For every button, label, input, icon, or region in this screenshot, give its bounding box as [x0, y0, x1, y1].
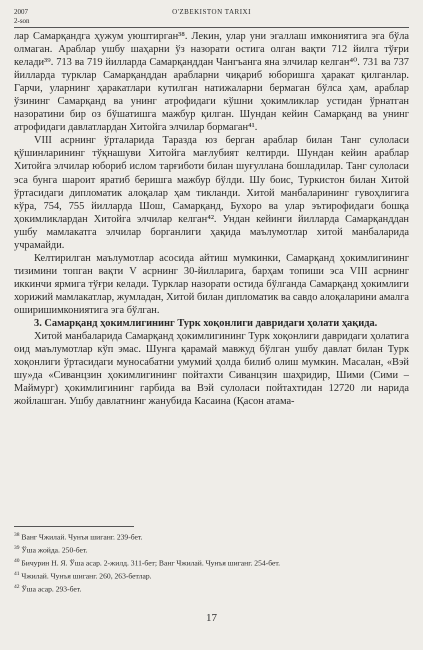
footnote: $^{42}$ Ўша асар. 293-бет. [14, 583, 82, 594]
section-heading: 3. Самарқанд ҳокимлигининг Турк хоқонлиги давридаги ҳолати ҳақида. [34, 318, 378, 330]
header-issue: 2-son [14, 17, 30, 25]
footnotes [14, 530, 409, 595]
header-divider [14, 27, 409, 28]
paragraph: Хитой манбаларида Самарқанд ҳокимлигининг Турк хоқонлиги давридаги ҳолатига оид маълумотлар кўп эмас. Шунга қарамай мавжуд бўлган ушбу давлат билан Турк хоқонлиги ўртасидаги муносабатни умумий ҳолда билиб олиш мумкин. Масалан, «Вэй шу»да «Сиванцзин ҳокимлигининг пойтахти Сиванцзин шаҳридир, Шими (Сими – Маймург) ҳокимлигининг гарбида ва Вэй сулоласи пойтахтидан 12720 ли нарида жойлашган. Ушбу давлатнинг жанубида Касаина (Қасон атама- [14, 331, 409, 408]
footnote: $^{39}$ Ўша жойда. 250-бет. [14, 544, 88, 555]
paragraph: Келтирилган маълумотлар асосида айтиш мумкинки, Самарқанд ҳокимлигининг тизимини топган вақти V асрнинг 30-йилларига, барҳам топиши эса VIII асрнинг иккинчи ярмига тўғри келади. Турклар назорати остида бўлганда Самарқанд ҳокимлиги хорижий мамлакатлар, жумладан, Хитой билан дипломатик ва савдо алоқаларини амалга оширишимкониятига эга бўлган. [14, 252, 409, 316]
header-year: 2007 [14, 8, 28, 16]
footnote: $^{40}$ Бичурин Н. Я. Ўша асар. 2-жилд. 311-бет; Ванг Чжилай. Чунъя шиганг. 254-бет. [14, 557, 280, 568]
header-journal-title: O'ZBEKISTON TARIXI [172, 8, 251, 16]
article-body [14, 30, 409, 408]
footnote: $^{38}$ Ванг Чжилай. Чунъя шиганг. 239-бет. [14, 532, 143, 542]
footnote-divider [14, 526, 134, 527]
paragraph: VIII асрнинг ўрталарида Таразда юз берган араблар билан Танг сулоласи қўшинларининг тўқнашуви Хитойга мағлубият келтирди. Шундан кейин араблар Хитойга элчилар юбориб ислом тарғиботи билан шуғуллана бошладилар. Танг сулоласи эса бунга шароит яратиб беришга мажбур бўлди. Шу боис, Туркистон билан Хитой ўртасидаги дипломатик алоқалар ҳам тикланди. Хитой манбаларининг гувоҳлигига кўра, 754, 755 йилларда Шош, Самарқанд, Бухоро ва улар эътирофидаги бошқа ҳокимликлардан Хитойга элчилар келган⁴². Ундан кейинги йилларда Самарқанддан ушбу мамлакатга элчилар борганлиги ҳақида маълумотлар хитой манбаларида учрамайди. [14, 135, 409, 251]
footnote: $^{41}$ Чжилай. Чунъя шиганг. 260, 263-бетлар. [14, 570, 152, 581]
page-number: 17 [206, 612, 217, 624]
paragraph-continued: лар Самарқандга ҳужум уюштирган³⁸. Лекин, улар уни эгаллаш имкониятига эга бўла олмаган. Араблар ушбу шаҳарни ўз назорати остига олган вақти 712 йилга тўғри келади³⁹. 713 ва 719 йилларда Самарқанддан Чангъанга яна элчилар келган⁴⁰. 731 ва 737 йилларда турклар Самарқанддан арабларни чиқариб юборишга ҳаракат қилганлар. Гарчи, уларнинг ҳаракатлари кутилган натижаларни бермаган бўлса ҳам, араблар ўзининг Самарқанд ва унинг атрофидаги кўшни ҳокимликлар устидан ўрнатган назоратини бир оз бўшатишга мажбур қилган. Шундан кейин Самарқанд ва унинг атрофидаги давлатлардан Хитойга элчилар бормаган⁴¹. [14, 31, 409, 134]
